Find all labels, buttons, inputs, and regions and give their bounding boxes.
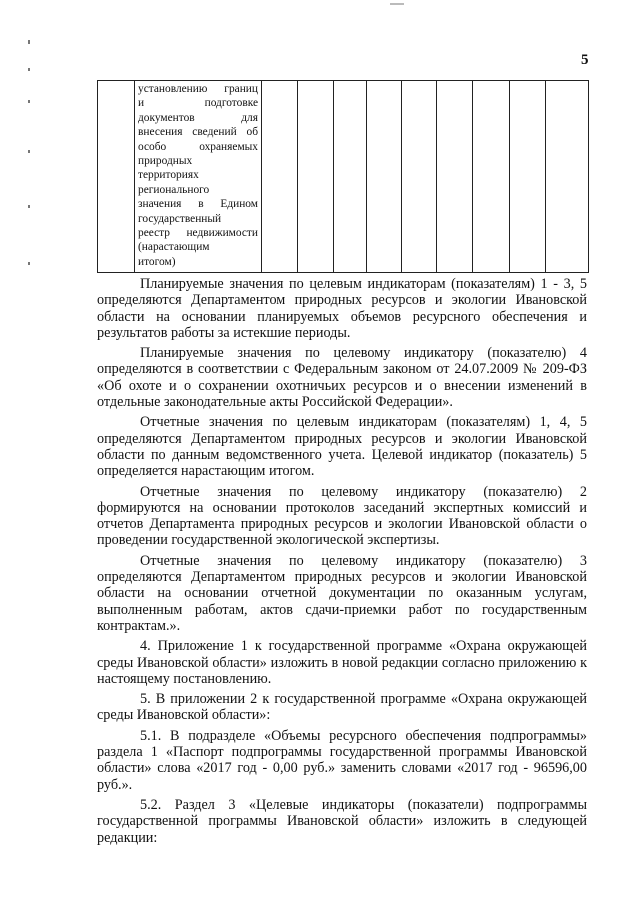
paragraph: 5. В приложении 2 к государственной программе «Охрана окружающей среды Ивановской области»:: [97, 691, 587, 724]
table-cell-line: документов для: [138, 111, 258, 124]
paragraph: 5.2. Раздел 3 «Целевые индикаторы (показатели) подпрограммы государственной программы Ивановской области» изложить в следующей редакции:: [97, 796, 587, 846]
table-cell: [334, 81, 367, 273]
table-cell-line: территориях: [138, 169, 199, 182]
table-cell: [262, 81, 298, 273]
table-cell: [473, 81, 510, 273]
table-cell: [546, 81, 589, 273]
table-cell-line: внесения сведений об: [138, 126, 258, 139]
paragraph: Отчетные значения по целевому индикатору (показателю) 3 определяются Департаментом природных ресурсов и экологии Ивановской области на основании отчетной документации по оказанным услугам, выполненным работам, актов сдачи-приемки работ по государственным контрактам.».: [97, 552, 587, 634]
paragraph: Отчетные значения по целевому индикатору (показателю) 2 формируются на основании протоколов заседаний экспертных комиссий и отчетов Департамента природных ресурсов и экологии Ивановской области о проведении государственной экологической экспертизы.: [97, 483, 587, 549]
table-cell-line: итогом): [138, 255, 176, 268]
paragraph: 5.1. В подразделе «Объемы ресурсного обеспечения подпрограммы» раздела 1 «Паспорт подпрограммы государственной программы Ивановской области» слова «2017 год - 0,00 руб.» заменить словами «2017 год - 96596,00 руб.».: [97, 727, 587, 793]
table-cell: [437, 81, 473, 273]
scan-artifact: [390, 3, 404, 5]
table-cell-line: (нарастающим: [138, 241, 210, 254]
table-cell-line: особо охраняемых: [138, 140, 258, 153]
paragraph: 4. Приложение 1 к государственной программе «Охрана окружающей среды Ивановской области» изложить в новой редакции согласно приложению к настоящему постановлению.: [97, 638, 587, 687]
table-cell: [510, 81, 546, 273]
table-cell-number: [98, 81, 135, 273]
paragraph: Планируемые значения по целевому индикатору (показателю) 4 определяются в соответствии с Федеральным законом от 24.07.2009 № 209-ФЗ «Об охоте и о сохранении охотничьих ресурсов и о внесении изменений в отдельные законодательные акты Российской Федерации».: [97, 345, 587, 411]
table-cell-line: регионального: [138, 183, 210, 196]
table-cell-indicator-name: [135, 81, 262, 273]
table-cell: [367, 81, 402, 273]
binding-marks: [28, 30, 34, 270]
indicator-table-fragment: [97, 80, 589, 273]
table-cell-line: природных: [138, 155, 193, 168]
paragraph: Отчетные значения по целевым индикаторам (показателям) 1, 4, 5 определяются Департаментом природных ресурсов и экологии Ивановской области по данным ведомственного учета. Целевой индикатор (показатель) 5 определяется нарастающим итогом.: [97, 414, 587, 480]
table-cell-line: и подготовке: [138, 97, 258, 110]
table-row: [98, 81, 589, 273]
table-cell-line: реестр недвижимости: [138, 227, 258, 240]
document-body: [97, 276, 587, 846]
page-number: 5: [581, 52, 589, 68]
table-cell-line: значения в Едином: [138, 198, 258, 211]
table-cell-line: государственный: [138, 212, 222, 225]
table-cell: [298, 81, 334, 273]
table-cell-line: установлению границ: [138, 83, 258, 95]
paragraph: Планируемые значения по целевым индикаторам (показателям) 1 - 3, 5 определяются Департаментом природных ресурсов и экологии Ивановской области на основании планируемых объемов ресурсного обеспечения и результатов работы за истекшие периоды.: [97, 276, 587, 341]
table-cell: [402, 81, 437, 273]
